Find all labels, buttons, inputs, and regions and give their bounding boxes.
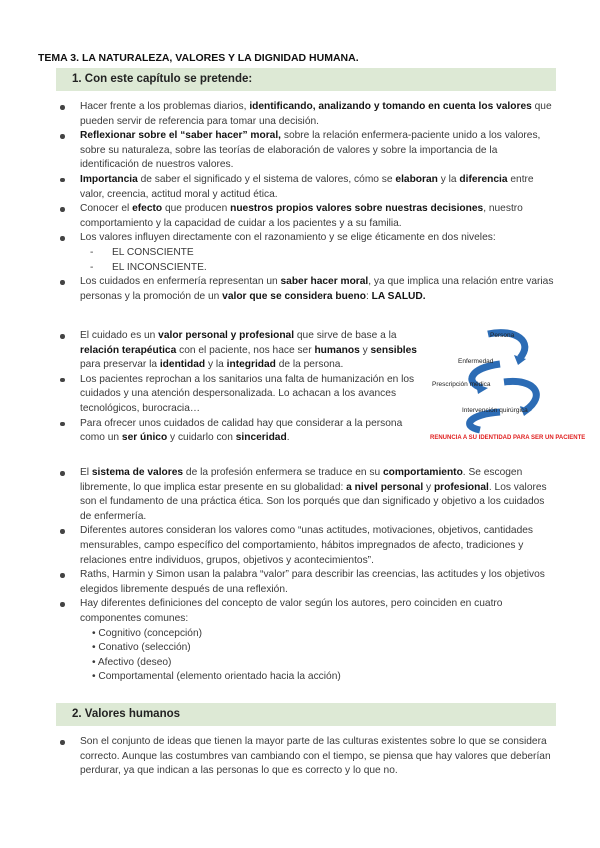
list-item: Hacer frente a los problemas diarios, identificando, analizando y tomando en cuenta los valores que pueden servir de referencia para tomar una decisión. (58, 100, 558, 129)
section-heading-objectives: 1. Con este capítulo se pretende: (56, 68, 556, 91)
diagram-label-illness: Enfermedad (458, 358, 494, 365)
level-unconscious: - EL INCONSCIENTE. (90, 261, 207, 273)
list-item: Diferentes autores consideran los valores como “unas actitudes, motivaciones, objetivos, cantidades mensurables, campo específico del comportamiento, hábitos impregnados de afecto, tradiciones y relaciones entre individuos, grupos, objetivos y acontecimientos”. (58, 524, 558, 568)
list-item: Los pacientes reprochan a los sanitarios una falta de humanización en los cuidados y una atención despersonalizada. Lo achacan a los avances tecnológicos, burocracia… (58, 373, 420, 417)
list-item: Son el conjunto de ideas que tienen la mayor parte de las culturas existentes sobre lo que se considera correcto. Aunque las costumbres van cambiando con el tiempo, se piensa que hay valores que deberían perdurar, ya que indican a las personas lo que es correcto y lo que no. (58, 735, 558, 779)
diagram-label-person: Persona (490, 332, 515, 339)
arrow-segment-3 (504, 381, 536, 410)
list-item: Los cuidados en enfermería representan un saber hacer moral, ya que implica una relación entre varias personas y la promoción de un valor que se considera bueno: LA SALUD. (58, 275, 558, 304)
component-conative: • Conativo (selección) (92, 642, 191, 654)
list-item: Para ofrecer unos cuidados de calidad hay que considerar a la persona como un ser único y cuidarlo con sinceridad. (58, 417, 420, 446)
list-item: Importancia de saber el significado y el sistema de valores, cómo se elaboran y la diferencia entre valor, creencia, actitud moral y actitud ética. (58, 173, 558, 202)
values-list (58, 466, 558, 685)
list-item: Conocer el efecto que producen nuestros propios valores sobre nuestras decisiones, nuestro comportamiento y la capacidad de cuidar a los pacientes y a su familia. (58, 202, 558, 231)
document-title: TEMA 3. LA NATURALEZA, VALORES Y LA DIGNIDAD HUMANA. (38, 52, 359, 64)
level-conscious: - EL CONSCIENTE (90, 246, 194, 258)
section-heading-human-values: 2. Valores humanos (56, 703, 556, 726)
diagram-label-prescription: Prescripción médica (432, 381, 491, 388)
diagram-label-surgery: Intervención quirúrgica (462, 407, 528, 414)
list-item: El cuidado es un valor personal y profesional que sirve de base a la relación terapéutica con el paciente, nos hace ser humanos y sensibles para preservar la identidad y la integridad de la persona. (58, 329, 420, 373)
arrow-segment-4 (470, 412, 500, 430)
diagram-banner: RENUNCIA A SU IDENTIDAD PARA SER UN PACIENTE (430, 435, 586, 441)
identity-loss-diagram (428, 322, 598, 446)
list-item: Raths, Harmin y Simon usan la palabra “valor” para describir las creencias, las actitudes y los objetivos elegidos libremente después de una reflexión. (58, 568, 558, 597)
objectives-list (58, 100, 558, 304)
component-affective: • Afectivo (deseo) (92, 656, 172, 668)
component-behavioral: • Comportamental (elemento orientado hacia la acción) (92, 671, 341, 683)
human-values-list (58, 735, 558, 779)
list-item: Hay diferentes definiciones del concepto de valor según los autores, pero coinciden en cuatro componentes comunes: • Cognitivo (concepción) • Conativo (selección) • Afectivo (deseo) • Comportamental (elemento orientado hacia la acción) (58, 597, 558, 685)
care-list (58, 329, 420, 446)
list-item: Los valores influyen directamente con el razonamiento y se elige éticamente en dos niveles: - EL CONSCIENTE - EL INCONSCIENTE. (58, 231, 558, 275)
list-item: Reflexionar sobre el “saber hacer” moral, sobre la relación enfermera-paciente unido a los valores, sobre su naturaleza, sobre las teorías de elaboración de valores y sobre la importancia de la identificación de nuestros valores. (58, 129, 558, 173)
component-cognitive: • Cognitivo (concepción) (92, 627, 203, 639)
list-item: El sistema de valores de la profesión enfermera se traduce en su comportamiento. Se escogen libremente, lo que implica estar presente en su globalidad: a nivel personal y profesional. Los valores son el fundamento de una práctica ética. Son los porqués que dan significado y objetivo a los cuidados de enfermería. (58, 466, 558, 524)
